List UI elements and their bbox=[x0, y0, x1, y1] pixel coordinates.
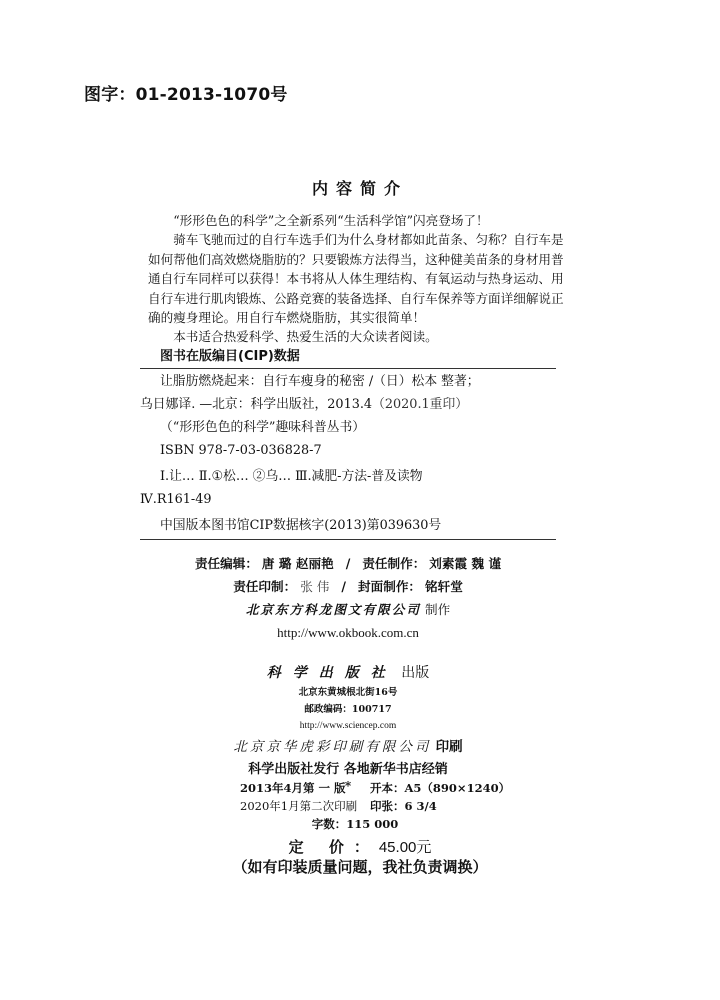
printing-name: 张 伟 bbox=[300, 579, 330, 594]
printer-line bbox=[140, 735, 556, 759]
editor-label: 责任编辑： bbox=[194, 556, 258, 571]
cover-name: 铭轩堂 bbox=[425, 579, 463, 594]
studio-url: http://www.okbook.com.cn bbox=[277, 625, 419, 640]
cip-clc-number: Ⅳ.R161-49 bbox=[140, 492, 212, 507]
publisher-line bbox=[140, 662, 556, 684]
distribution-line: 科学出版社发行 各地新华书店经销 bbox=[248, 762, 448, 777]
printer-name: 北京京华虎彩印刷有限公司 bbox=[233, 739, 432, 755]
publisher-block bbox=[140, 662, 556, 791]
book-registration-number: 图字：01-2013-1070号 bbox=[84, 85, 288, 105]
publisher-address: 北京东黄城根北街16号 bbox=[298, 687, 398, 698]
summary-paragraph: 本书适合热爱科学、热爱生活的大众读者阅读。 bbox=[173, 329, 438, 345]
cip-publication-info: 乌日娜译. —北京：科学出版社，2013.4 bbox=[140, 397, 373, 412]
publisher-name: 科学出版社 bbox=[266, 665, 397, 681]
divider bbox=[140, 539, 556, 540]
credits-editors-line bbox=[140, 552, 556, 575]
cip-reprint-info: （2020.1重印） bbox=[372, 397, 469, 412]
summary-body bbox=[148, 211, 568, 347]
credits-printing-line bbox=[140, 575, 556, 598]
cip-title-line: 让脂肪燃烧起来：自行车瘦身的秘密 /（日）松本 整著； bbox=[160, 374, 480, 389]
studio-suffix: 制作 bbox=[424, 602, 451, 617]
editor-names: 唐 璐 赵丽艳 bbox=[261, 556, 334, 571]
printing-info: 2020年1月第二次印刷 bbox=[240, 799, 358, 813]
price-label: 定 价： bbox=[288, 838, 379, 856]
spec-row bbox=[240, 779, 511, 797]
summary-paragraph: “形形色色的科学”之全新系列“生活科学馆”闪亮登场了！ bbox=[173, 213, 489, 228]
publisher-suffix: 出版 bbox=[401, 665, 430, 681]
separator: / bbox=[341, 579, 347, 594]
credits-studio-line bbox=[140, 598, 556, 621]
credits-block bbox=[140, 552, 556, 644]
quality-notice: （如有印装质量问题，我社负责调换） bbox=[232, 858, 488, 876]
production-label: 责任制作： bbox=[362, 556, 426, 571]
cip-series-line: （“形形色色的科学”趣味科普丛书） bbox=[160, 420, 366, 435]
divider bbox=[140, 368, 556, 369]
cover-label: 封面制作： bbox=[358, 579, 421, 594]
printer-suffix: 印刷 bbox=[435, 739, 463, 755]
cip-record-number: 中国版本图书馆CIP数据核字(2013)第039630号 bbox=[160, 518, 442, 533]
publisher-url: http://www.sciencep.com bbox=[299, 721, 397, 731]
studio-name: 北京东方科龙图文有限公司 bbox=[245, 602, 421, 617]
publisher-postal-code: 邮政编码：100717 bbox=[304, 704, 392, 715]
spec-row bbox=[240, 797, 500, 815]
cip-classification: Ⅰ.让… Ⅱ.①松… ②乌… Ⅲ.减肥-方法-普及读物 bbox=[160, 469, 423, 484]
summary-paragraph: 骑车飞驰而过的自行车选手们为什么身材都如此苗条、匀称？自行车是如何帮他们高效燃烧脂肪的？只要锻炼方法得当，这种健美苗条的身材用普通自行车同样可以获得！本书将从人体生理结构、有氧运动与热身运动、用自行车进行肌肉锻炼、公路竞赛的装备选择、自行车保养等方面详细解说正确的瘦身理论。用自行车燃烧脂肪，其实很简单！ bbox=[148, 232, 564, 326]
price-value: 45.00元 bbox=[378, 839, 432, 856]
separator: / bbox=[345, 556, 351, 571]
star-divider: * bbox=[344, 779, 352, 793]
summary-title: 内容简介 bbox=[311, 179, 408, 198]
printing-label: 责任印制： bbox=[233, 579, 297, 594]
format-info: 开本：A5（890×1240） bbox=[370, 781, 511, 795]
word-count: 字数：115 000 bbox=[311, 817, 399, 831]
sheets-info: 印张：6 3/4 bbox=[370, 799, 437, 813]
edition-info: 2013年4月第 一 版 bbox=[240, 781, 346, 795]
cip-isbn: ISBN 978-7-03-036828-7 bbox=[160, 443, 322, 458]
cip-data-block bbox=[140, 346, 556, 540]
cip-publication-line bbox=[140, 393, 556, 416]
edition-specs bbox=[240, 779, 511, 833]
production-names: 刘素霞 魏 谨 bbox=[429, 556, 502, 571]
cip-heading: 图书在版编目(CIP)数据 bbox=[160, 349, 300, 364]
